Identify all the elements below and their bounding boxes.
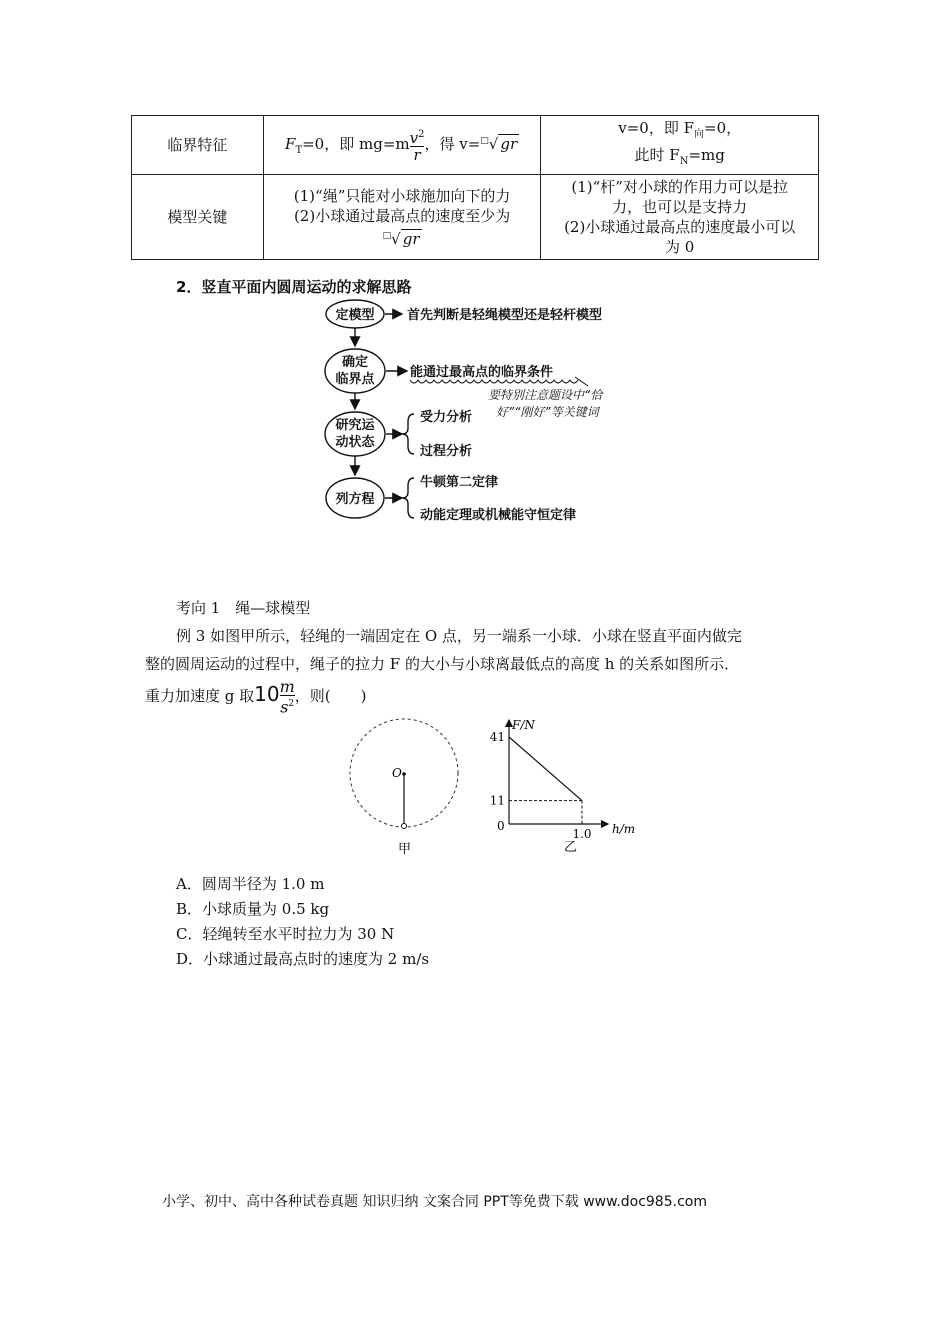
exponent: 2 bbox=[418, 129, 425, 140]
rod-key-line: 力，也可以是支持力 bbox=[612, 198, 748, 216]
example-heading: 考向 1 绳—球模型 bbox=[176, 599, 311, 617]
rope-key-cell: (1)“绳”只能对小球施加向下的力 (2)小球通过最高点的速度至少为 □√ gr bbox=[263, 175, 541, 260]
example-text: 例 3 如图甲所示，轻绳的一端固定在 O 点，另一端系一小球．小球在竖直平面内做完 bbox=[176, 627, 742, 645]
rod-key-line: (1)“杆”对小球的作用力可以是拉 bbox=[571, 178, 788, 196]
flow-text: 首先判断是轻绳模型还是轻杆模型 bbox=[407, 308, 603, 323]
y-tick-label: 41 bbox=[489, 730, 505, 744]
force-symbol: F bbox=[285, 135, 296, 153]
rod-key-line: 为 0 bbox=[665, 238, 695, 256]
y-tick-label: 11 bbox=[489, 793, 505, 808]
center-label: O bbox=[392, 766, 402, 780]
section-title: 2．竖直平面内圆周运动的求解思路 bbox=[176, 278, 412, 296]
option-a: A．圆周半径为 1.0 m bbox=[176, 875, 325, 893]
force-height-chart bbox=[482, 712, 652, 862]
ball bbox=[402, 824, 407, 829]
x-tick-label: 1.0 bbox=[572, 827, 592, 841]
flow-text: 牛顿第二定律 bbox=[420, 475, 499, 490]
y-axis-label: F/N bbox=[512, 718, 535, 732]
row-label: 临界特征 bbox=[132, 116, 264, 175]
rod-key-line: (2)小球通过最高点的速度最小可以 bbox=[564, 218, 796, 236]
rod-line: =mg bbox=[688, 146, 725, 164]
pivot-point bbox=[402, 772, 406, 776]
rope-critical-cell: $F_T=0$，即 mg=m $\frac{v^2}{r}$ ，得 v=□√ gr bbox=[263, 116, 541, 175]
numerator: v bbox=[409, 129, 419, 147]
chart-caption: 乙 bbox=[564, 840, 578, 855]
solution-flowchart bbox=[310, 298, 670, 530]
numerator: m bbox=[279, 676, 295, 696]
page-footer: 小学、初中、高中各种试卷真题 知识归纳 文案合同 PPT等免费下载 www.doc985.com bbox=[162, 1194, 707, 1210]
subscript: 向 bbox=[694, 129, 704, 140]
radical-index: □ bbox=[382, 230, 392, 241]
subscript: T bbox=[295, 145, 303, 156]
flow-text: 动能定理或机械能守恒定律 bbox=[420, 508, 577, 523]
radicand: gr bbox=[402, 229, 420, 248]
rod-key-cell bbox=[541, 175, 819, 260]
data-line bbox=[509, 737, 582, 801]
node-critical-line1: 确定 bbox=[341, 355, 369, 370]
example-text: 重力加速度 g 取 bbox=[145, 687, 255, 705]
x-axis-label: h/m bbox=[612, 822, 636, 836]
example-text: 整的圆周运动的过程中，绳子的拉力 F 的大小与小球离最低点的高度 h 的关系如图所示． bbox=[145, 655, 740, 673]
flow-text: 过程分析 bbox=[420, 444, 473, 459]
g-value: 10 bbox=[254, 682, 280, 706]
radical-index: □ bbox=[480, 136, 489, 146]
node-motion-line2: 动状态 bbox=[335, 435, 375, 450]
node-define-model: 定模型 bbox=[335, 308, 375, 323]
model-comparison-table bbox=[131, 115, 819, 260]
option-b: B．小球质量为 0.5 kg bbox=[176, 900, 330, 918]
figure-jia bbox=[340, 718, 470, 858]
figure-caption: 甲 bbox=[398, 842, 412, 857]
denominator: r bbox=[413, 146, 421, 164]
example-text-line3 bbox=[145, 674, 366, 716]
fraction bbox=[410, 127, 425, 163]
rope-key-line: (2)小球通过最高点的速度至少为 bbox=[293, 206, 511, 225]
table-row bbox=[132, 116, 819, 175]
table-row bbox=[132, 175, 819, 260]
rod-line: =0， bbox=[704, 119, 742, 137]
flow-text: 受力分析 bbox=[420, 410, 473, 425]
handwritten-note: 要特别注意题设中“恰 bbox=[488, 388, 603, 402]
wavy-underline bbox=[410, 380, 578, 383]
exponent: 2 bbox=[288, 698, 295, 709]
radicand: gr bbox=[500, 135, 518, 153]
denominator: s bbox=[280, 697, 289, 717]
node-equations: 列方程 bbox=[335, 492, 375, 507]
row-label: 模型关键 bbox=[132, 175, 264, 260]
option-d: D．小球通过最高点时的速度为 2 m/s bbox=[176, 950, 430, 968]
origin-label: 0 bbox=[497, 819, 505, 833]
example-text: ，则( ) bbox=[294, 687, 367, 705]
brace bbox=[402, 478, 414, 518]
node-motion-line1: 研究运 bbox=[335, 418, 375, 433]
equation-text: =0，即 mg=m bbox=[302, 135, 410, 153]
rope-key-line: (1)“绳”只能对小球施加向下的力 bbox=[293, 186, 511, 205]
handwritten-note: 好”“刚好”等关键词 bbox=[496, 405, 599, 419]
rod-line: v=0，即 F bbox=[618, 119, 694, 137]
equation-text: ，得 v= bbox=[424, 135, 481, 153]
option-c: C．轻绳转至水平时拉力为 30 N bbox=[176, 925, 395, 943]
flow-text: 能通过最高点的临界条件 bbox=[410, 365, 554, 380]
node-critical-line2: 临界点 bbox=[335, 372, 375, 387]
rod-line: 此时 F bbox=[634, 146, 680, 164]
subscript: N bbox=[679, 156, 689, 167]
unit-fraction bbox=[279, 676, 295, 717]
rod-critical-cell bbox=[541, 116, 819, 175]
brace bbox=[402, 414, 414, 454]
